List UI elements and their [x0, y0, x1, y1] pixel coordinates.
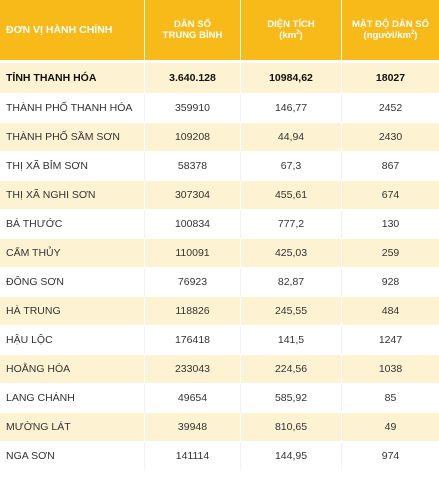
- table-cell-name: CẨM THỦY: [0, 239, 145, 268]
- table-cell-name: THỊ XÃ NGHI SƠN: [0, 181, 145, 210]
- table-cell-name: ĐÔNG SƠN: [0, 268, 145, 297]
- header-population: [145, 0, 241, 60]
- table-cell-density: 867: [342, 152, 439, 181]
- table-cell-population: 39948: [145, 413, 241, 442]
- table-cell-name: THỊ XÃ BỈM SƠN: [0, 152, 145, 181]
- total-population: 3.640.128: [145, 63, 241, 94]
- header-population-line2: TRUNG BÌNH: [162, 30, 223, 41]
- table-cell-population: 100834: [145, 210, 241, 239]
- table-cell-density: 484: [342, 297, 439, 326]
- table-cell-area: 425,03: [241, 239, 342, 268]
- table-cell-name: THÀNH PHỐ THANH HÓA: [0, 94, 145, 123]
- table-cell-population: 141114: [145, 442, 241, 471]
- table-cell-population: 109208: [145, 123, 241, 152]
- header-density: [342, 0, 439, 60]
- table-cell-name: NGA SƠN: [0, 442, 145, 471]
- table-cell-area: 67,3: [241, 152, 342, 181]
- table-cell-population: 58378: [145, 152, 241, 181]
- table-cell-density: 259: [342, 239, 439, 268]
- table-cell-area: 146,77: [241, 94, 342, 123]
- header-area-line1: DIỆN TÍCH: [267, 19, 315, 30]
- table-cell-density: 974: [342, 442, 439, 471]
- table-cell-density: 1038: [342, 355, 439, 384]
- table-cell-area: 144,95: [241, 442, 342, 471]
- header-unit: [0, 0, 145, 60]
- header-area: [241, 0, 342, 60]
- table-cell-name: HÀ TRUNG: [0, 297, 145, 326]
- table-cell-area: 44,94: [241, 123, 342, 152]
- total-name: TỈNH THANH HÓA: [0, 63, 145, 94]
- table-cell-density: 1247: [342, 326, 439, 355]
- table-cell-name: THÀNH PHỐ SẦM SƠN: [0, 123, 145, 152]
- table-cell-density: 2452: [342, 94, 439, 123]
- table-cell-density: 130: [342, 210, 439, 239]
- table-cell-name: LANG CHÁNH: [0, 384, 145, 413]
- table-cell-population: 307304: [145, 181, 241, 210]
- table-cell-area: 455,61: [241, 181, 342, 210]
- table-cell-name: BÁ THƯỚC: [0, 210, 145, 239]
- table-cell-density: 674: [342, 181, 439, 210]
- table-cell-population: 76923: [145, 268, 241, 297]
- total-density: 18027: [342, 63, 439, 94]
- table-cell-density: 49: [342, 413, 439, 442]
- table-cell-population: 233043: [145, 355, 241, 384]
- table-cell-name: HẬU LỘC: [0, 326, 145, 355]
- total-area: 10984,62: [241, 63, 342, 94]
- table-cell-population: 118826: [145, 297, 241, 326]
- table-cell-population: 49654: [145, 384, 241, 413]
- table-cell-population: 110091: [145, 239, 241, 268]
- table-cell-density: 928: [342, 268, 439, 297]
- header-unit-label: ĐƠN VỊ HÀNH CHÍNH: [6, 23, 113, 36]
- header-population-line1: DÂN SỐ: [174, 19, 211, 30]
- table-cell-area: 245,55: [241, 297, 342, 326]
- table-cell-density: 2430: [342, 123, 439, 152]
- table-cell-area: 82,87: [241, 268, 342, 297]
- header-density-line1: MẬT ĐỘ DÂN SỐ: [351, 19, 430, 30]
- table-cell-population: 176418: [145, 326, 241, 355]
- table-cell-area: 141,5: [241, 326, 342, 355]
- table-cell-population: 359910: [145, 94, 241, 123]
- table-cell-area: 585,92: [241, 384, 342, 413]
- header-area-unit: $(km^2)$: [279, 29, 303, 41]
- table-cell-name: MƯỜNG LÁT: [0, 413, 145, 442]
- table-cell-area: 777,2: [241, 210, 342, 239]
- table-cell-density: 85: [342, 384, 439, 413]
- table-cell-area: 224,56: [241, 355, 342, 384]
- header-density-unit: $(người/km^2)$: [363, 29, 418, 41]
- table-cell-name: HOẰNG HÓA: [0, 355, 145, 384]
- table-cell-area: 810,65: [241, 413, 342, 442]
